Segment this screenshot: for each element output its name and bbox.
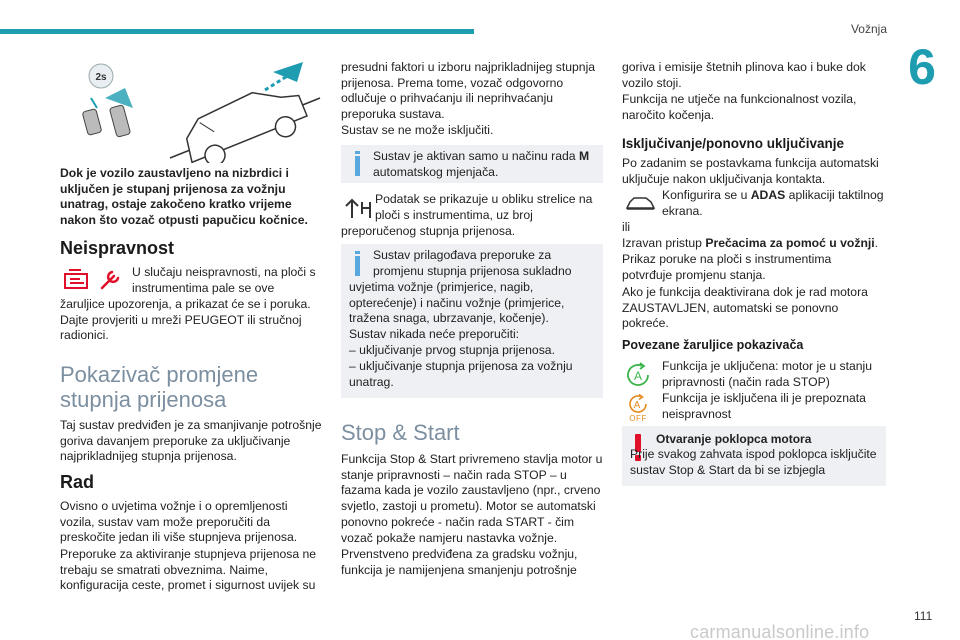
info2-text-c: Sustav nikada neće preporučiti: — [349, 327, 520, 341]
lamp-on-text: Funkcija je uključena: motor je u stanju pripravnosti (način rada STOP) — [662, 359, 873, 389]
warning-box-bonnet — [622, 426, 886, 486]
watermark-logo: carmanualsonline.info — [690, 622, 870, 640]
rad-text-2: Preporuke za aktiviranje stupnjeva prijenosa ne trebaju se smatrati obveznima. Naime, konfiguracija ceste, promet i sigurnost uvijek su — [60, 547, 317, 593]
gear-cont-text: presudni faktori u izboru najprikladnijeg stupnja prijenosa. Prema tome, vozač odgovorno odlučuje o prihvaćanju ili neprihvaćanju preporuka sustava. — [341, 60, 596, 122]
info2-text-e: – uključivanje stupnja prijenosa za vožnju unatrag. — [349, 359, 573, 389]
page-number: 111 — [914, 609, 933, 623]
warning-title: Otvaranje poklopca motora — [656, 432, 812, 446]
svg-text:A: A — [633, 399, 641, 411]
warning-text: Prije svakog zahvata ispod poklopca isključite sustav Stop & Start da bi se izbjegla — [630, 447, 877, 477]
wrench-warning-icon — [94, 264, 128, 296]
gear-cont-text-2: Sustav se ne može isključiti. — [341, 123, 494, 137]
arrow-text-a: Podatak se prikazuje u obliku strelice na ploči s instrumentima, uz broj — [375, 192, 593, 222]
stop-start-text: Funkcija Stop & Start privremeno stavlja motor u stanje pripravnosti – način rada STOP – u fazama kada je vozilo zaustavljeno (npr., crveno svjetlo, zastoji u prometu). Motor se automatski ponovno pokreće - način rada START - čim vozač pokaže namjeru nastavka vožnje. — [341, 452, 603, 545]
gear-shift-arrow-icon — [341, 193, 373, 223]
arrow-text-b: preporučenog stupnja prijenosa. — [341, 224, 516, 238]
info2-text-a: Sustav prilagođava preporuke za promjenu stupnja prijenosa sukladno — [373, 248, 572, 278]
fault-text-a: U slučaju neispravnosti, na ploči s instrumentima pale se ove — [132, 265, 316, 295]
heading-fault: Neispravnost — [60, 238, 175, 258]
heading-deactivation: Isključivanje/ponovno uključivanje — [622, 136, 845, 151]
hill-start-assist-illustration — [75, 58, 325, 163]
heading-stop-start: Stop & Start — [341, 420, 460, 445]
illustration-caption: Dok je vozilo zaustavljeno na nizbrdici i uključen je stupanj prijenosa za vožnju unatrag, ostaje zakočeno kratko vrijeme nakon što vozač otpusti papučicu kočnice. — [60, 166, 308, 228]
svg-text:2s: 2s — [95, 72, 107, 83]
adas-text: Konfigurira se u ADAS aplikaciji taktilnog ekrana. — [662, 188, 884, 218]
info1-text-a: Sustav je aktivan samo u načinu rada — [373, 149, 579, 163]
gear-intro: Taj sustav predviđen je za smanjivanje potrošnje goriva davanjem preporuke za uključivanje najprikladnijeg stupnja prijenosa. — [60, 418, 322, 464]
car-settings-icon — [622, 190, 658, 218]
lamp-off-text: Funkcija je isključena ili je prepoznata neispravnost — [662, 391, 866, 421]
info2-text-d: – uključivanje prvog stupnja prijenosa. — [349, 343, 555, 357]
heading-gear-indicator: Pokazivač promjene stupnja prijenosa — [60, 362, 259, 412]
rad-text: Ovisno o uvjetima vožnje i o opremljenosti vozila, sustav vam može preporučiti da preskočite jedan ili više stupnjeva prijenosa. — [60, 499, 298, 545]
heading-indicator-lamps: Povezane žaruljice pokazivača — [622, 338, 804, 352]
engine-warning-icon — [60, 264, 94, 296]
stop-start-off-icon — [622, 392, 654, 424]
heading-rad: Rad — [60, 472, 95, 492]
svg-text:A: A — [633, 369, 643, 383]
info1-text-b: M — [578, 149, 590, 163]
info-box-mode-m — [341, 145, 603, 183]
chapter-number: 6 — [908, 39, 936, 95]
header-accent-bar — [0, 29, 474, 34]
off-label: OFF — [629, 413, 647, 423]
deactivated-stop-text: Ako je funkcija deaktivirana dok je rad motora ZAUSTAVLJEN, automatski se ponovno pokreće. — [622, 285, 868, 331]
info1-text-c: automatskog mjenjača. — [373, 164, 499, 179]
fault-text-b: žaruljice upozorenja, a prikazat će se i poruka. Dajte provjeriti u mreži PEUGEOT ili stručnoj radionici. — [60, 297, 311, 343]
ss-cont-text: goriva i emisije štetnih plinova kao i buke dok vozilo stoji. — [622, 60, 866, 90]
stop-start-on-icon — [622, 360, 654, 390]
direct-access-text: Izravan pristup Prečacima za pomoć u vožnji. — [622, 236, 879, 250]
section-title: Vožnja — [850, 22, 887, 36]
or-text: ili — [622, 220, 631, 234]
ss-cont-text-2: Funkcija ne utječe na funkcionalnost vozila, naročito kočenja. — [622, 92, 857, 122]
info2-text-b: uvjetima vožnje (primjerice, nagib, opterećenje) i načinu vožnje (primjerice, tražena snaga, ubrzavanje, kočenje). — [349, 280, 565, 326]
info-box-recommendations — [341, 244, 603, 398]
stop-start-text-2: Prvenstveno predviđena za gradsku vožnju, funkcija je namijenjena smanjenju potrošnje — [341, 547, 578, 577]
deactivation-text: Po zadanim se postavkama funkcija automatski uključuje nakon uključivanja kontakta. — [622, 156, 879, 186]
confirmation-text: Prikaz poruke na ploči s instrumentima potvrđuje promjenu stanja. — [622, 252, 832, 282]
